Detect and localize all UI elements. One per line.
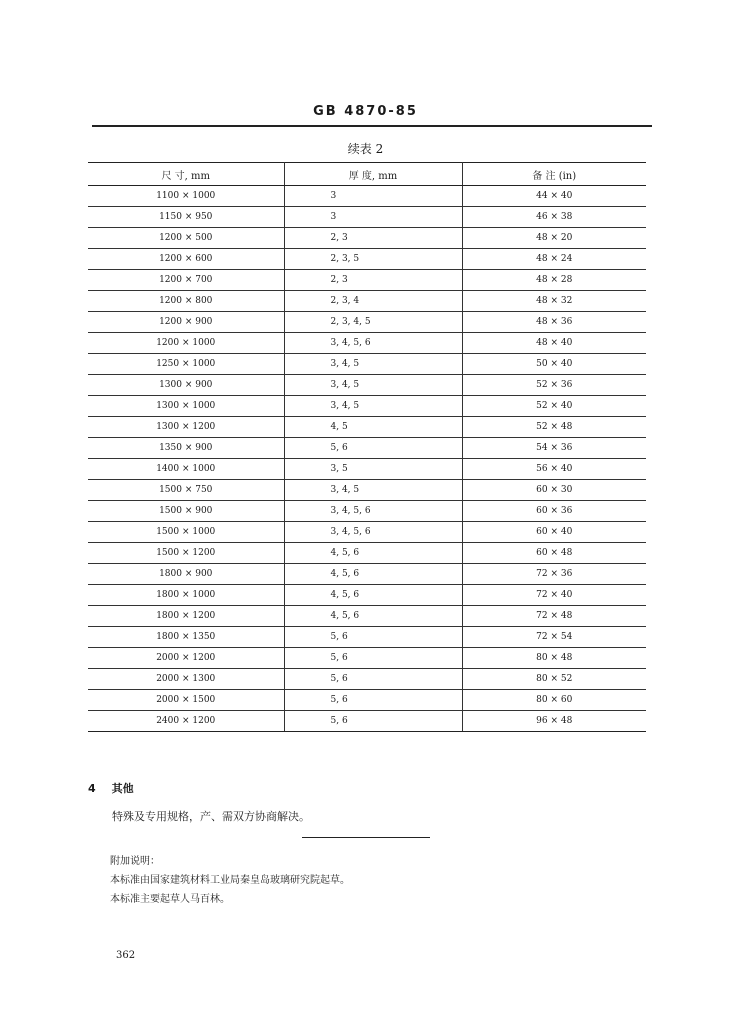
column-header-remark: 备 注 (in) [462,163,646,186]
remark-cell: 56 × 40 [462,459,646,480]
remark-cell: 48 × 28 [462,270,646,291]
table-row [88,291,646,312]
table-body [88,186,646,732]
remark-cell: 50 × 40 [462,354,646,375]
table-row [88,669,646,690]
size-cell: 1500 × 900 [88,501,284,522]
thickness-cell: 3, 4, 5, 6 [284,501,462,522]
table-row [88,585,646,606]
size-cell: 2400 × 1200 [88,711,284,732]
table-caption: 续表 2 [347,142,384,156]
table-row [88,354,646,375]
remark-cell: 60 × 36 [462,501,646,522]
remark-cell: 52 × 40 [462,396,646,417]
size-cell: 1200 × 1000 [88,333,284,354]
thickness-cell: 5, 6 [284,648,462,669]
table-row [88,564,646,585]
size-cell: 1300 × 900 [88,375,284,396]
thickness-cell: 5, 6 [284,690,462,711]
thickness-cell: 2, 3 [284,270,462,291]
thickness-cell: 3, 4, 5 [284,375,462,396]
size-cell: 1500 × 750 [88,480,284,501]
section-title: 其他 [111,782,134,795]
remark-cell: 72 × 54 [462,627,646,648]
thickness-cell: 4, 5, 6 [284,564,462,585]
table-row [88,375,646,396]
table-row [88,522,646,543]
table-row [88,396,646,417]
size-cell: 1350 × 900 [88,438,284,459]
remark-cell: 52 × 48 [462,417,646,438]
remark-cell: 60 × 40 [462,522,646,543]
thickness-cell: 4, 5, 6 [284,606,462,627]
table-row [88,312,646,333]
standard-code: GB 4870-85 [313,104,418,119]
thickness-cell: 3 [284,207,462,228]
thickness-cell: 5, 6 [284,627,462,648]
remark-cell: 60 × 30 [462,480,646,501]
remark-cell: 72 × 48 [462,606,646,627]
size-cell: 1150 × 950 [88,207,284,228]
table-row [88,249,646,270]
thickness-cell: 5, 6 [284,669,462,690]
size-cell: 1200 × 700 [88,270,284,291]
table-row [88,690,646,711]
table-row [88,228,646,249]
remark-cell: 44 × 40 [462,186,646,207]
column-header-size: 尺 寸, mm [88,163,284,186]
table-row [88,333,646,354]
remark-cell: 48 × 36 [462,312,646,333]
remark-cell: 46 × 38 [462,207,646,228]
size-cell: 1500 × 1200 [88,543,284,564]
thickness-cell: 4, 5 [284,417,462,438]
size-cell: 1200 × 500 [88,228,284,249]
remark-cell: 80 × 48 [462,648,646,669]
thickness-cell: 3, 4, 5, 6 [284,333,462,354]
table-header-row [88,163,646,186]
remark-cell: 52 × 36 [462,375,646,396]
remark-cell: 54 × 36 [462,438,646,459]
table-row [88,543,646,564]
table-row [88,648,646,669]
thickness-cell: 2, 3 [284,228,462,249]
table-row [88,459,646,480]
thickness-cell: 3, 4, 5 [284,354,462,375]
size-cell: 1200 × 900 [88,312,284,333]
section-number: 4 [88,782,96,795]
notes-line-2: 本标准主要起草人马百林。 [110,894,230,905]
section-4-heading [88,780,150,796]
thickness-cell: 4, 5, 6 [284,585,462,606]
end-rule [302,837,430,838]
thickness-cell: 3, 4, 5 [284,396,462,417]
table-row [88,270,646,291]
spec-table [88,162,646,732]
size-cell: 1200 × 800 [88,291,284,312]
table-row [88,438,646,459]
thickness-cell: 4, 5, 6 [284,543,462,564]
remark-cell: 48 × 40 [462,333,646,354]
size-cell: 1400 × 1000 [88,459,284,480]
size-cell: 2000 × 1500 [88,690,284,711]
size-cell: 1800 × 1200 [88,606,284,627]
page-number: 362 [116,950,136,961]
thickness-cell: 5, 6 [284,438,462,459]
remark-cell: 48 × 32 [462,291,646,312]
remark-cell: 96 × 48 [462,711,646,732]
table-row [88,207,646,228]
size-cell: 1300 × 1000 [88,396,284,417]
thickness-cell: 3, 4, 5 [284,480,462,501]
remark-cell: 48 × 24 [462,249,646,270]
size-cell: 2000 × 1300 [88,669,284,690]
table-row [88,186,646,207]
header-rule [92,125,652,127]
size-cell: 1300 × 1200 [88,417,284,438]
size-cell: 1200 × 600 [88,249,284,270]
table-row [88,606,646,627]
size-cell: 1800 × 900 [88,564,284,585]
remark-cell: 80 × 60 [462,690,646,711]
remark-cell: 48 × 20 [462,228,646,249]
thickness-cell: 3, 4, 5, 6 [284,522,462,543]
size-cell: 1100 × 1000 [88,186,284,207]
remark-cell: 60 × 48 [462,543,646,564]
thickness-cell: 3 [284,186,462,207]
table-row [88,480,646,501]
remark-cell: 72 × 40 [462,585,646,606]
table-row [88,417,646,438]
thickness-cell: 2, 3, 5 [284,249,462,270]
thickness-cell: 2, 3, 4 [284,291,462,312]
table-row [88,711,646,732]
size-cell: 2000 × 1200 [88,648,284,669]
remark-cell: 72 × 36 [462,564,646,585]
thickness-cell: 5, 6 [284,711,462,732]
size-cell: 1800 × 1350 [88,627,284,648]
section-4-text: 特殊及专用规格，产、需双方协商解决。 [112,810,310,823]
table-row [88,627,646,648]
size-cell: 1250 × 1000 [88,354,284,375]
table-row [88,501,646,522]
notes-heading: 附加说明： [110,856,160,867]
size-cell: 1500 × 1000 [88,522,284,543]
thickness-cell: 2, 3, 4, 5 [284,312,462,333]
thickness-cell: 3, 5 [284,459,462,480]
notes-line-1: 本标准由国家建筑材料工业局秦皇岛玻璃研究院起草。 [110,875,350,886]
remark-cell: 80 × 52 [462,669,646,690]
column-header-thickness: 厚 度, mm [284,163,462,186]
size-cell: 1800 × 1000 [88,585,284,606]
